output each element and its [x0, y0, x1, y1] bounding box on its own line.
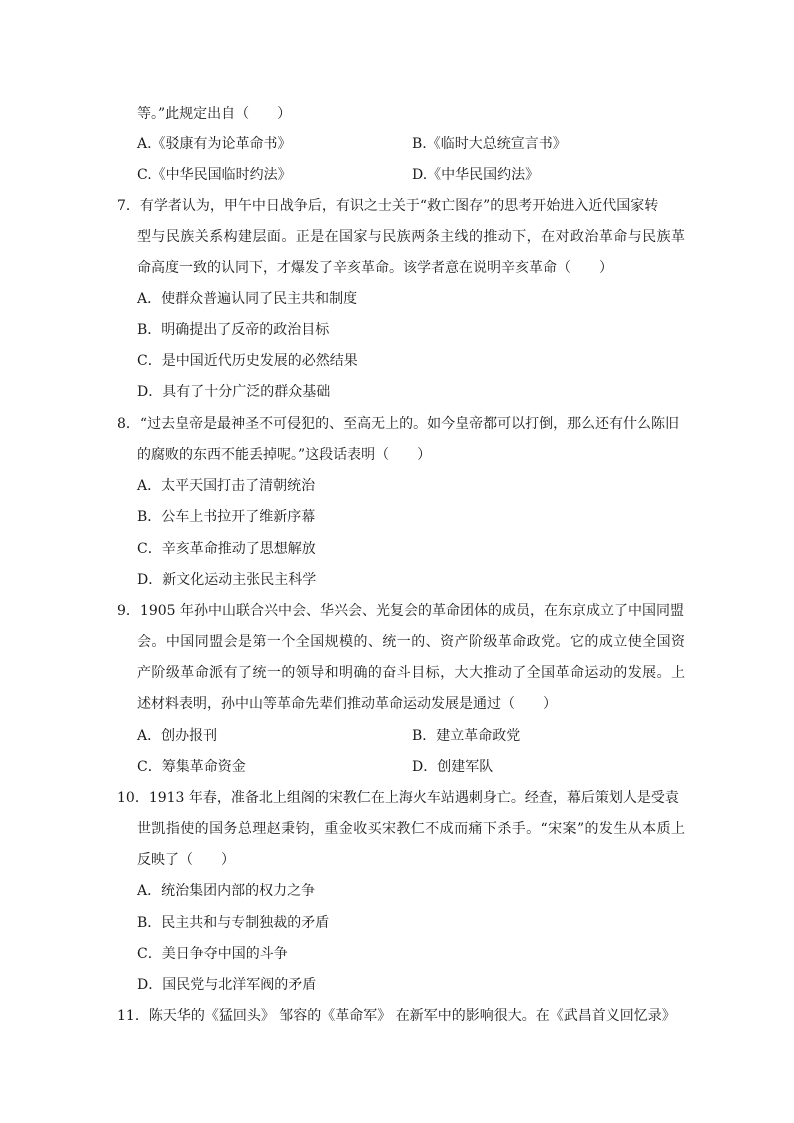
q9-option-d: D．创建军队 [412, 759, 494, 775]
q10-option-a: A．统治集团内部的权力之争 [137, 883, 316, 899]
q9-option-c: C．筹集革命资金 [137, 759, 246, 775]
q9-stem-line-4: 述材料表明，孙中山等革命先辈们推动革命运动发展是通过（ ） [137, 696, 557, 712]
q7-option-c: C．是中国近代历史发展的必然结果 [137, 353, 358, 369]
q9-option-b: B．建立革命政党 [412, 728, 521, 744]
q8-stem-line-1: 8．“过去皇帝是最神圣不可侵犯的、至高无上的。如今皇帝都可以打倒，那么还有什么陈旧 [117, 416, 680, 432]
q7-stem-line-3: 命高度一致的认同下，才爆发了辛亥革命。该学者意在说明辛亥革命（ ） [137, 260, 613, 276]
q9-stem-line-1: 9．1905 年孙中山联合兴中会、华兴会、光复会的革命团体的成员，在东京成立了中国同盟 [117, 603, 684, 619]
q7-stem-line-1: 7．有学者认为，甲午中日战争后，有识之士关于“救亡图存”的思考开始进入近代国家转 [117, 198, 659, 214]
q10-option-c: C．美日争夺中国的斗争 [137, 946, 288, 962]
q6-stem-tail: 等。”此规定出自（ ） [137, 106, 292, 122]
q10-stem-line-2: 世凯指使的国务总理赵秉钧，重金收买宋教仁不成而痛下杀手。“宋案”的发生从本质上 [137, 821, 685, 837]
q9-option-a: A．创办报刊 [137, 728, 218, 744]
q9-stem-line-2: 会。中国同盟会是第一个全国规模的、统一的、资产阶级革命政党。它的成立使全国资 [137, 634, 685, 650]
q8-option-b: B．公车上书拉开了维新序幕 [137, 509, 316, 525]
q10-option-d: D．国民党与北洋军阀的矛盾 [137, 977, 317, 993]
q8-option-d: D．新文化运动主张民主科学 [137, 572, 317, 588]
q6-option-a: A.《驳康有为论革命书》 [137, 136, 292, 152]
q7-stem-line-2: 型与民族关系构建层面。正是在国家与民族两条主线的推动下，在对政治革命与民族革 [137, 229, 685, 245]
q7-option-b: B．明确提出了反帝的政治目标 [137, 322, 330, 338]
q6-option-b: B.《临时大总统宣言书》 [412, 136, 567, 152]
q11-stem-line-1: 11．陈天华的《猛回头》 邹容的《革命军》 在新军中的影响很大。在《武昌首义回忆录》 [117, 1008, 676, 1024]
q10-stem-line-1: 10．1913 年春，准备北上组阁的宋教仁在上海火车站遇刺身亡。经查，幕后策划人是受袁 [117, 790, 679, 806]
q9-stem-line-3: 产阶级革命派有了统一的领导和明确的奋斗目标，大大推动了全国革命运动的发展。上 [137, 665, 685, 681]
q7-option-d: D．具有了十分广泛的群众基础 [137, 384, 331, 400]
q8-option-c: C．辛亥革命推动了思想解放 [137, 541, 316, 557]
q8-option-a: A．太平天国打击了清朝统治 [137, 478, 316, 494]
q6-option-c: C.《中华民国临时约法》 [137, 167, 292, 183]
q8-stem-line-2: 的腐败的东西不能丢掉呢。”这段话表明（ ） [137, 447, 432, 463]
q10-stem-line-3: 反映了（ ） [137, 852, 235, 868]
q6-option-d: D.《中华民国约法》 [412, 167, 540, 183]
q7-option-a: A．使群众普遍认同了民主共和制度 [137, 291, 358, 307]
q10-option-b: B．民主共和与专制独裁的矛盾 [137, 915, 330, 931]
